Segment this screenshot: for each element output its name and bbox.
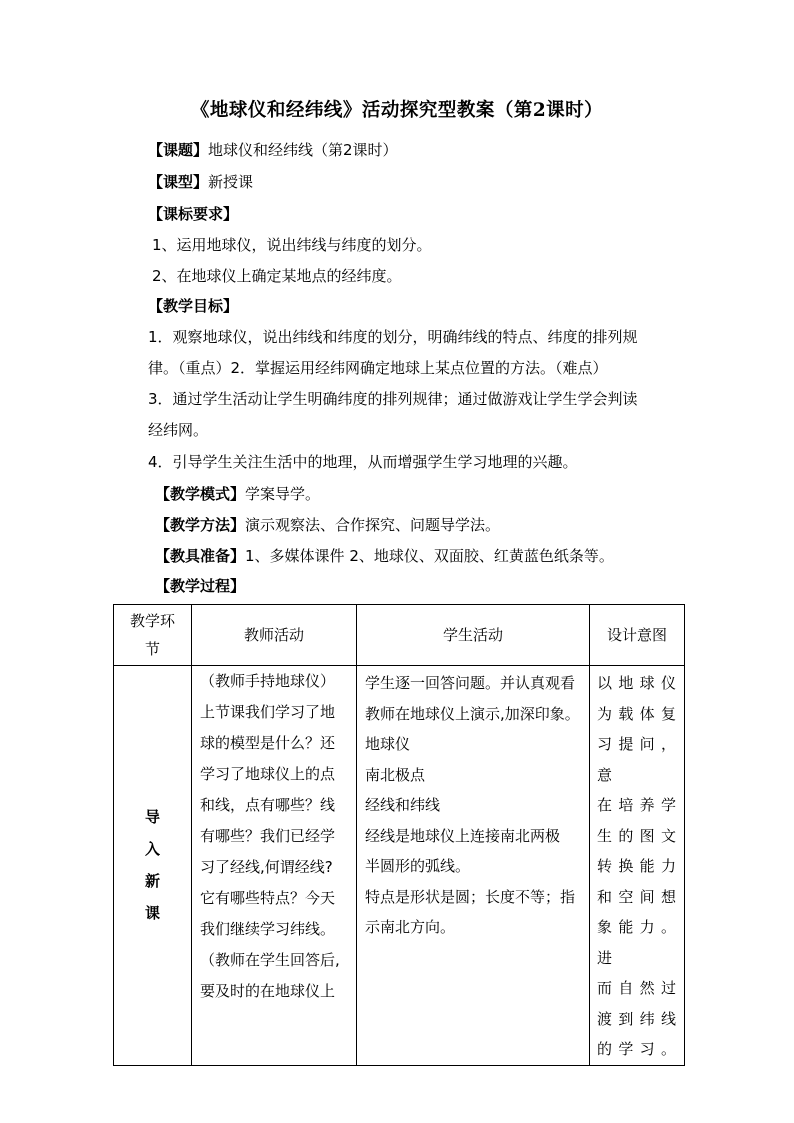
intent-line: 习提问，意 bbox=[597, 735, 678, 784]
goals-line: 3．通过学生活动让学生明确纬度的排列规律；通过做游戏让学生学会判读 bbox=[148, 390, 638, 408]
method-line bbox=[155, 514, 500, 535]
design-intent-cell bbox=[590, 666, 685, 1066]
table-header-row bbox=[114, 605, 685, 666]
teacher-line: 我们继续学习纬线。 bbox=[200, 920, 336, 938]
intent-line: 渡到纬线 bbox=[597, 1009, 678, 1028]
standard-item: 2、在地球仪上确定某地点的经纬度。 bbox=[152, 267, 402, 285]
intent-line: 象能力。进 bbox=[597, 918, 678, 967]
stage-char: 入 bbox=[144, 840, 160, 859]
intent-line: 而自然过 bbox=[597, 979, 678, 997]
tools-label: 【教具准备】 bbox=[155, 547, 246, 565]
intent-line: 的学习。 bbox=[597, 1040, 678, 1058]
tools-line bbox=[155, 545, 614, 566]
mode-value: 学案导学。 bbox=[245, 485, 321, 503]
teacher-line: （教师手持地球仪） bbox=[200, 672, 336, 690]
mode-label: 【教学模式】 bbox=[155, 485, 246, 503]
header-intent: 设计意图 bbox=[590, 605, 685, 666]
student-line: 特点是形状是圆；长度不等；指 bbox=[365, 887, 576, 906]
intent-line: 在培养学 bbox=[597, 796, 678, 814]
student-line: 经线和纬线 bbox=[365, 796, 441, 814]
stage-char: 导 bbox=[144, 808, 160, 827]
process-table bbox=[113, 604, 685, 1066]
teacher-line: 要及时的在地球仪上 bbox=[200, 982, 336, 1000]
method-value: 演示观察法、合作探究、问题导学法。 bbox=[245, 516, 501, 534]
intent-line: 和空间想 bbox=[597, 887, 678, 906]
mode-line bbox=[155, 483, 320, 504]
header-stage-line: 节 bbox=[144, 640, 160, 658]
page-title: 《地球仪和经纬线》活动探究型教案（第2课时） bbox=[190, 100, 604, 121]
teacher-line: 有哪些？我们已经学 bbox=[200, 827, 336, 845]
type-value: 新授课 bbox=[208, 173, 254, 191]
teacher-line: （教师在学生回答后, bbox=[200, 951, 340, 969]
student-line: 教师在地球仪上演示,加深印象。 bbox=[365, 704, 580, 723]
teacher-line: 习了经线,何谓经线? bbox=[200, 858, 333, 876]
goals-line: 律。（重点）2．掌握运用经纬网确定地球上某点位置的方法。（难点） bbox=[148, 359, 608, 377]
student-line: 学生逐一回答问题。并认真观看 bbox=[365, 674, 576, 692]
stage-char: 新 bbox=[144, 872, 160, 891]
topic-label: 【课题】 bbox=[148, 141, 209, 159]
intent-line: 转换能力 bbox=[597, 857, 678, 875]
student-activity-cell bbox=[357, 666, 590, 1066]
stage-char: 课 bbox=[144, 904, 160, 923]
teacher-line: 上节课我们学习了地 bbox=[200, 703, 336, 721]
tools-value: 1、多媒体课件 2、地球仪、双面胶、红黄蓝色纸条等。 bbox=[245, 547, 614, 565]
header-stage-line: 教学环 bbox=[129, 612, 175, 630]
teacher-line: 学习了地球仪上的点 bbox=[200, 765, 336, 783]
student-line: 地球仪 bbox=[365, 735, 411, 753]
intent-line: 生的图文 bbox=[597, 826, 678, 845]
goals-line: 4．引导学生关注生活中的地理，从而增强学生学习地理的兴趣。 bbox=[148, 453, 578, 471]
header-student: 学生活动 bbox=[357, 605, 590, 666]
teacher-line: 和线，点有哪些？线 bbox=[200, 796, 336, 814]
table-row bbox=[114, 666, 685, 1066]
process-label: 【教学过程】 bbox=[155, 577, 246, 595]
topic-value: 地球仪和经纬线（第2课时） bbox=[208, 141, 398, 159]
student-line: 半圆形的弧线。 bbox=[365, 857, 471, 875]
goals-label: 【教学目标】 bbox=[148, 297, 239, 315]
student-line: 示南北方向。 bbox=[365, 918, 456, 936]
type-label: 【课型】 bbox=[148, 173, 209, 191]
teacher-line: 它有哪些特点？今天 bbox=[200, 889, 336, 907]
teacher-line: 球的模型是什么？还 bbox=[200, 734, 336, 752]
intent-line: 以地球仪 bbox=[597, 674, 678, 692]
standard-label: 【课标要求】 bbox=[148, 205, 239, 223]
goals-line: 经纬网。 bbox=[148, 421, 209, 439]
teacher-activity-cell bbox=[192, 666, 357, 1066]
header-stage bbox=[114, 605, 192, 666]
intent-line: 为载体复 bbox=[597, 704, 678, 723]
student-line: 经线是地球仪上连接南北两极 bbox=[365, 826, 561, 845]
header-teacher: 教师活动 bbox=[192, 605, 357, 666]
goals-line: 1．观察地球仪，说出纬线和纬度的划分，明确纬线的特点、纬度的排列规 bbox=[148, 328, 638, 346]
stage-cell bbox=[114, 666, 192, 1066]
type-line bbox=[148, 171, 253, 192]
method-label: 【教学方法】 bbox=[155, 516, 246, 534]
topic-line bbox=[148, 139, 398, 160]
student-line: 南北极点 bbox=[365, 765, 426, 784]
standard-item: 1、运用地球仪，说出纬线与纬度的划分。 bbox=[152, 236, 432, 254]
